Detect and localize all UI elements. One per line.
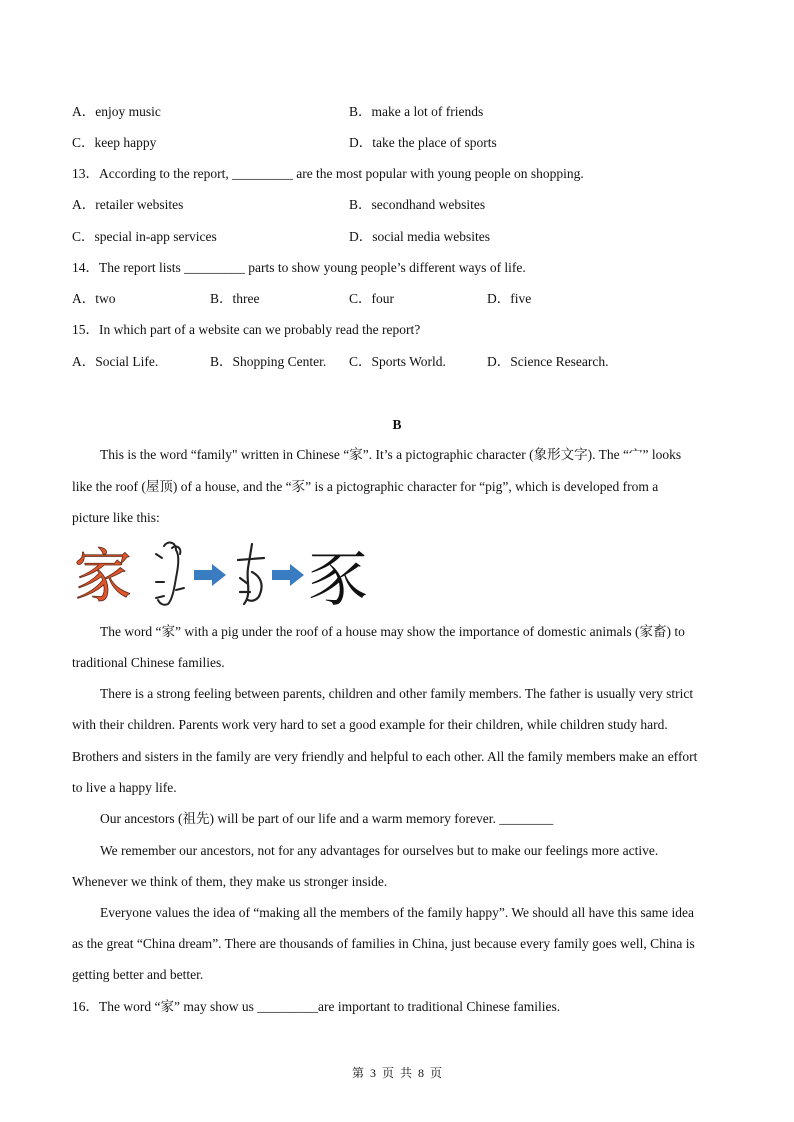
footer-text: 页 [430, 1066, 443, 1080]
q14-option-d: D．five [487, 291, 532, 306]
passage-line: traditional Chinese families. [72, 655, 225, 670]
pig-sketch-icon [156, 543, 184, 605]
q14-option-b: B．three [210, 291, 260, 306]
passage-line: as the great “China dream”. There are thousands of families in China, just because every family goes well, China is [72, 936, 695, 951]
page-footer [0, 1065, 794, 1081]
q13-stem: 13．According to the report, _________ are the most popular with young people on shopping. [72, 166, 584, 181]
passage-line: Brothers and sisters in the family are very friendly and helpful to each other. All the family members make an effort [72, 749, 698, 764]
footer-text: 共 [400, 1066, 413, 1080]
character-evolution-svg [72, 538, 382, 613]
footer-page-number: 3 [369, 1066, 376, 1080]
q12-option-d: D．take the place of sports [349, 135, 497, 150]
q14-option-a: A．two [72, 291, 116, 306]
arrow-right-icon [194, 564, 226, 586]
passage-line: picture like this: [72, 510, 160, 525]
q15-option-d: D．Science Research. [487, 354, 609, 369]
q14-stem: 14．The report lists _________ parts to show young people’s different ways of life. [72, 260, 526, 275]
q15-stem: 15．In which part of a website can we probably read the report? [72, 322, 421, 337]
passage-line: This is the word “family" written in Chinese “家”. It’s a pictographic character (象形文字). The “宀” looks [100, 447, 682, 462]
q12-option-a: A．enjoy music [72, 104, 161, 119]
passage-line: to live a happy life. [72, 780, 177, 795]
passage-line: with their children. Parents work very hard to set a good example for their children, while children study hard. [72, 717, 668, 732]
q15-option-c: C．Sports World. [349, 354, 446, 369]
q16-stem: 16．The word “家” may show us _________are important to traditional Chinese families. [72, 999, 561, 1014]
passage-line-blank: Our ancestors (祖先) will be part of our life and a warm memory forever. ________ [100, 811, 554, 826]
footer-total-pages: 8 [418, 1066, 425, 1080]
passage-line: Everyone values the idea of “making all the members of the family happy”. We should all have this same idea [100, 905, 694, 920]
passage-line: We remember our ancestors, not for any advantages for ourselves but to make our feelings more active. [100, 843, 659, 858]
q13-option-d: D．social media websites [349, 229, 490, 244]
character-evolution-illustration [72, 538, 382, 613]
seal-jia-character: 家 [74, 542, 133, 610]
arrow-right-icon [272, 564, 304, 586]
modern-shi-character: 豕 [308, 545, 368, 613]
q13-option-b: B．secondhand websites [349, 197, 486, 212]
q12-option-c: C．keep happy [72, 135, 157, 150]
footer-text: 页 [381, 1066, 394, 1080]
q14-option-c: C．four [349, 291, 394, 306]
q15-option-a: A．Social Life. [72, 354, 159, 369]
passage-line: There is a strong feeling between parents, children and other family members. The father is usually very strict [100, 686, 694, 701]
passage-line: like the roof (屋顶) of a house, and the “豕” is a pictographic character for “pig”, which is developed from a [72, 479, 659, 494]
oracle-pig-glyph-icon [238, 544, 264, 604]
q13-option-a: A．retailer websites [72, 197, 184, 212]
q12-option-b: B．make a lot of friends [349, 104, 484, 119]
q15-option-b: B．Shopping Center. [210, 354, 327, 369]
q13-option-c: C．special in-app services [72, 229, 217, 244]
passage-line: Whenever we think of them, they make us stronger inside. [72, 874, 388, 889]
passage-line: getting better and better. [72, 967, 204, 982]
passage-line: The word “家” with a pig under the roof of a house may show the importance of domestic animals (家畜) to [100, 624, 685, 639]
section-b-heading: B [392, 417, 402, 432]
footer-text: 第 [351, 1066, 364, 1080]
